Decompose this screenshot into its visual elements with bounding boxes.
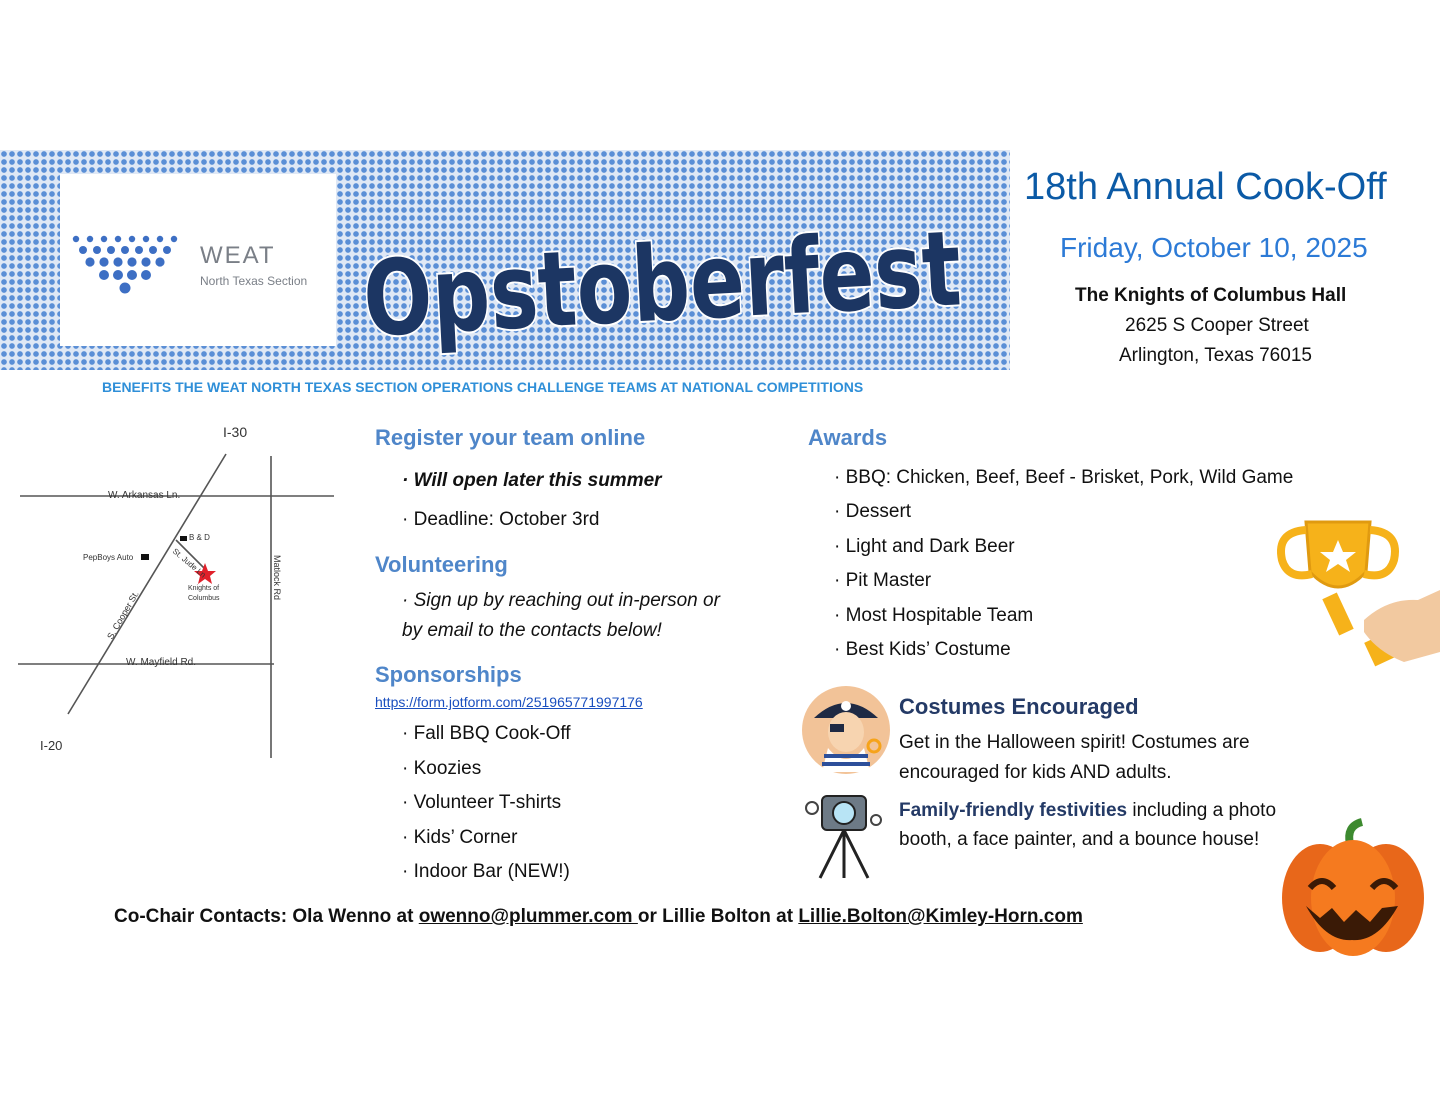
camera-tripod-icon	[804, 790, 884, 880]
volunteering-line: · Sign up by reaching out in-person or	[402, 590, 720, 611]
cookoff-title: 18th Annual Cook-Off	[1024, 166, 1387, 208]
venue-city: Arlington, Texas 76015	[1119, 345, 1312, 366]
pirate-icon	[800, 684, 892, 776]
benefit-line: BENEFITS THE WEAT NORTH TEXAS SECTION OPERATIONS CHALLENGE TEAMS AT NATIONAL COMPETITIONS	[102, 379, 864, 395]
family-description: including a photo booth, a face painter, and a bounce house!	[899, 800, 1277, 850]
register-item: · Will open later this summer	[402, 470, 662, 491]
pumpkin-icon	[1280, 818, 1426, 958]
venue-name: The Knights of Columbus Hall	[1075, 285, 1347, 306]
sponsorships-heading: Sponsorships	[375, 662, 522, 687]
award-item: · Pit Master	[834, 570, 932, 591]
weat-logo-icon	[70, 234, 190, 296]
register-heading: Register your team online	[375, 425, 646, 450]
awards-heading: Awards	[808, 425, 888, 450]
map-label-koc-2: Columbus	[188, 595, 220, 602]
map-label-koc-1: Knights of	[188, 585, 220, 592]
map-label-bd: B & D	[189, 533, 210, 542]
map-marker-bd	[180, 536, 187, 541]
sponsorship-item: · Kids’ Corner	[402, 827, 518, 848]
map-label-mayfield: W. Mayfield Rd.	[126, 657, 197, 668]
award-item: · Best Kids’ Costume	[834, 639, 1011, 660]
contacts-middle: or Lillie Bolton at	[637, 906, 799, 927]
logo-name: WEAT	[200, 242, 276, 269]
contact-email-link[interactable]: Lillie.Bolton@Kimley-Horn.com	[798, 906, 1083, 927]
map-marker-pepboys	[141, 554, 149, 560]
sponsorship-item: · Koozies	[402, 758, 482, 779]
register-item: · Deadline: October 3rd	[402, 509, 600, 530]
award-item: · BBQ: Chicken, Beef, Beef - Brisket, Pork, Wild Game	[834, 467, 1294, 488]
map-label-cooper: S. Cooper St.	[105, 589, 141, 641]
volunteering-heading: Volunteering	[375, 552, 508, 577]
sponsorship-item: · Indoor Bar (NEW!)	[402, 861, 570, 882]
map-label-i20: I-20	[40, 738, 63, 753]
trophy-icon	[1268, 502, 1440, 680]
contacts-prefix: Co-Chair Contacts: Ola Wenno at	[114, 906, 419, 927]
costumes-heading: Costumes Encouraged	[899, 694, 1139, 719]
logo-subtitle: North Texas Section	[200, 274, 308, 288]
co-chair-contacts	[114, 906, 1083, 928]
contact-email-link[interactable]: owenno@plummer.com	[418, 906, 638, 927]
award-item: · Most Hospitable Team	[834, 605, 1034, 626]
event-title-graphic	[360, 190, 1136, 380]
map-label-stjude: St. Jude Ln	[170, 546, 208, 580]
award-item: · Dessert	[834, 501, 912, 522]
map-label-pepboys: PepBoys Auto	[83, 553, 134, 562]
map-label-i30: I-30	[223, 424, 248, 440]
sponsorship-item: · Volunteer T-shirts	[402, 792, 562, 813]
venue-street: 2625 S Cooper Street	[1125, 315, 1309, 336]
family-text	[899, 796, 1299, 854]
location-map	[16, 420, 346, 765]
award-item: · Light and Dark Beer	[834, 536, 1015, 557]
costumes-text: Get in the Halloween spirit! Costumes are encouraged for kids AND adults.	[899, 732, 1250, 783]
sponsorship-form-link[interactable]: https://form.jotform.com/251965771997176	[375, 694, 643, 710]
family-heading: Family-friendly festivities	[899, 800, 1128, 821]
sponsorship-item: · Fall BBQ Cook-Off	[402, 723, 571, 744]
volunteering-line: by email to the contacts below!	[402, 620, 662, 641]
map-label-matlock: Matlock Rd	[272, 555, 282, 601]
event-title-text: Opstoberfest	[360, 198, 1136, 361]
event-date: Friday, October 10, 2025	[1060, 232, 1368, 263]
map-label-arkansas: W. Arkansas Ln.	[108, 490, 181, 501]
